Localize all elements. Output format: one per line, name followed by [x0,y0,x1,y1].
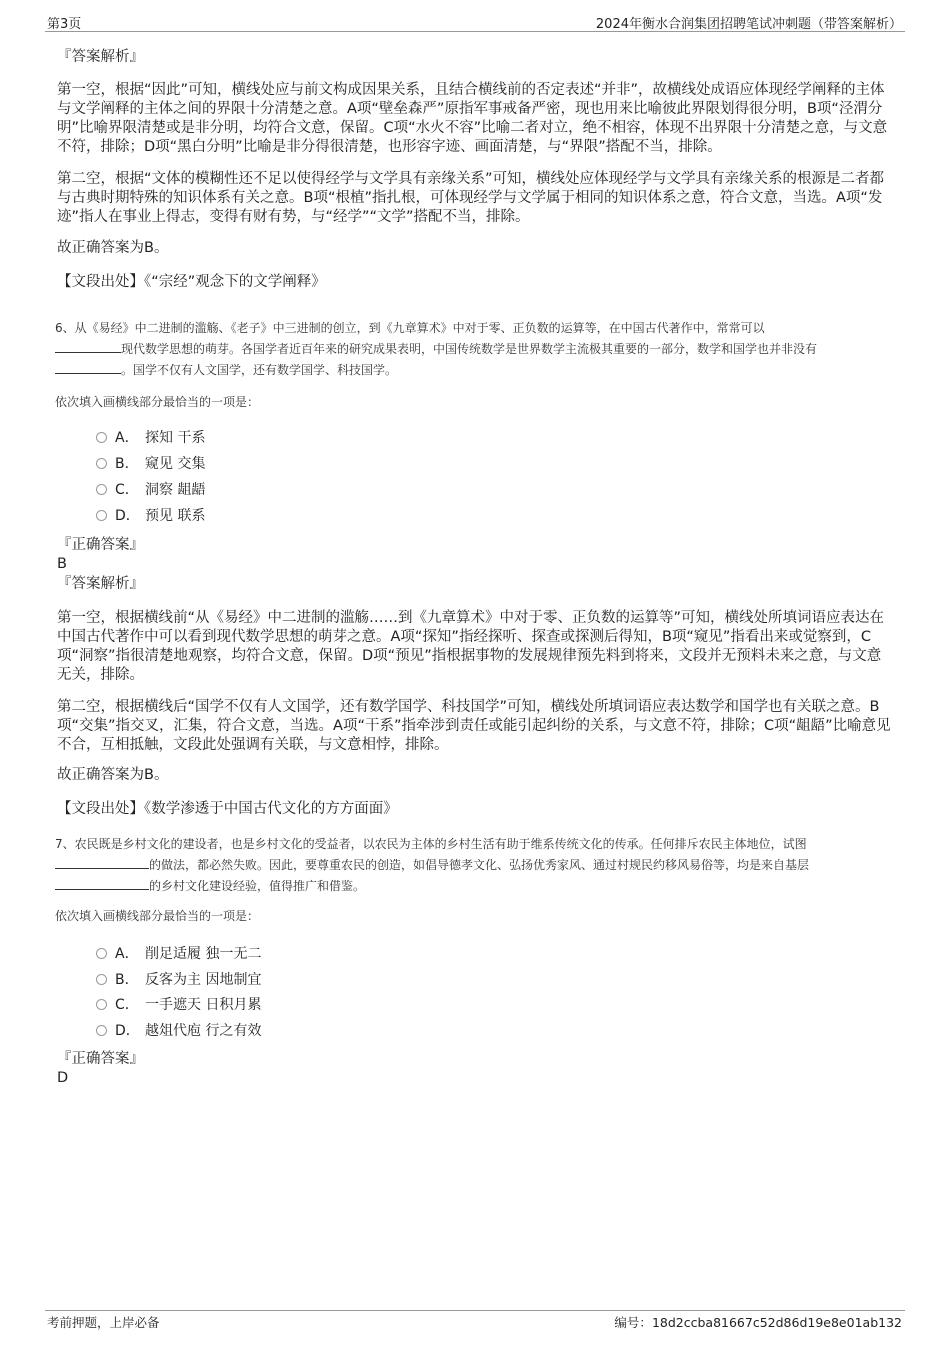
q6-analysis-para2: 第二空，根据横线后“国学不仅有人文国学，还有数学国学、科技国学”可知，横线处所填词语应表达数学和国学也有关联之意。B项“交集”指交叉，汇集，符合文意，当选。A项“干系”指牵涉到责任或能引起纠纷的关系，与文意不符，排除；C项“龃龉”比喻意见不合，互相抵触，文段此处强调有关联，与文意相悖，排除。 [57,699,891,753]
radio-icon[interactable] [96,484,107,495]
footer-slogan: 考前押题，上岸必备 [47,1315,160,1330]
q6-answer-title: 『正确答案』 [57,537,144,553]
q6-option-b[interactable]: B． 窥见 交集 [96,454,205,474]
q6-option-c[interactable]: C． 洞察 龃龉 [96,480,205,500]
q7-answer-title: 『正确答案』 [57,1051,144,1067]
radio-icon[interactable] [96,974,107,985]
radio-icon[interactable] [96,458,107,469]
radio-icon[interactable] [96,432,107,443]
radio-icon[interactable] [96,999,107,1010]
q7-option-b[interactable]: B． 反客为主 因地制宜 [96,970,261,990]
q6-conclusion: 故正确答案为B。 [57,767,169,783]
document-title: 2024年衡水合润集团招聘笔试冲刺题（带答案解析） [595,17,902,32]
radio-icon[interactable] [96,948,107,959]
q6-instruction: 依次填入画横线部分最恰当的一项是： [55,395,260,409]
q6-analysis-para1: 第一空，根据横线前“从《易经》中二进制的滥觞……到《九章算术》中对于零、正负数的运算等”可知，横线处所填词语应表达在中国古代著作中可以看到现代数学思想的萌芽之意。A项“探知”指经探听、探查或探测后得知，B项“窥见”指看出来或觉察到，C项“洞察”指很清楚地观察，均符合文意，保留。D项“预见”指根据事物的发展规律预先料到将来，文段并无预料未来之意，与文意无关，排除。 [57,610,885,683]
q6-stem: 6、从《易经》中二进制的滥觞、《老子》中三进制的创立，到《九章算术》中对于零、正负数的运算等，在中国古代著作中，常常可以 现代数学思想的萌芽。各国学者近百年来的研究成果表明，中国传统数学是世界数学主流极其重要的一部分，数学和国学也并非没有 。国学不仅有人文国学，还有数学国学、科技国学。 [55,321,818,377]
q5-source: 【文段出处】《“宗经”观念下的文学阐释》 [57,274,326,290]
q7-instruction: 依次填入画横线部分最恰当的一项是： [55,909,260,923]
q7-blank-1 [55,855,149,869]
header-divider [45,31,905,32]
q5-analysis-title: 『答案解析』 [57,49,144,65]
q6-option-d[interactable]: D． 预见 联系 [96,506,205,526]
q6-blank-1 [55,339,121,353]
q6-blank-2 [55,360,121,374]
q6-source: 【文段出处】《数学渗透于中国古代文化的方方面面》 [57,801,398,817]
page-header [0,0,950,34]
q7-option-c[interactable]: C． 一手遮天 日积月累 [96,995,261,1015]
q7-option-d[interactable]: D． 越俎代庖 行之有效 [96,1021,261,1041]
q6-answer: B [57,556,67,572]
q7-answer: D [57,1070,69,1086]
q7-option-a[interactable]: A． 削足适履 独一无二 [96,944,261,964]
radio-icon[interactable] [96,510,107,521]
q5-analysis-para2: 第二空，根据“文体的模糊性还不足以使得经学与文学具有亲缘关系”可知，横线处应体现经学与文学具有亲缘关系的根源是二者都与古典时期特殊的知识体系有关之意。B项“根植”指扎根，可体现经学与文学属于相同的知识体系之意，符合文意，当选。A项“发迹”指人在事业上得志，变得有财有势，与“经学”“文学”搭配不当，排除。 [57,171,885,225]
footer-code: 编号：18d2ccba81667c52d86d19e8e01ab132 [614,1315,902,1330]
page-number: 第3页 [47,17,82,32]
radio-icon[interactable] [96,1025,107,1036]
q5-conclusion: 故正确答案为B。 [57,240,169,256]
q6-analysis-title: 『答案解析』 [57,576,144,592]
q6-option-a[interactable]: A． 探知 干系 [96,428,205,448]
footer-divider [45,1310,905,1311]
q7-blank-2 [55,876,149,890]
q7-stem: 7、农民既是乡村文化的建设者，也是乡村文化的受益者，以农民为主体的乡村生活有助于维系传统文化的传承。任何排斥农民主体地位，试图 的做法，都必然失败。因此，要尊重农民的创造，如倡导德孝文化、弘扬优秀家风、通过村规民约移风易俗等，均是来自基层 的乡村文化建设经验，值得推广和借鉴。 [55,837,810,893]
q5-analysis-para1: 第一空，根据“因此”可知，横线处应与前文构成因果关系，且结合横线前的否定表述“并非”，故横线处成语应体现经学阐释的主体与文学阐释的主体之间的界限十分清楚之意。A项“壁垒森严”原指军事戒备严密，现也用来比喻彼此界限划得很分明，B项“泾渭分明”比喻界限清楚或是非分明，均符合文意，保留。C项“水火不容”比喻二者对立，绝不相容，体现不出界限十分清楚之意，与文意不符，排除；D项“黑白分明”比喻是非分得很清楚，也形容字迹、画面清楚，与“界限”搭配不当，排除。 [57,82,888,155]
